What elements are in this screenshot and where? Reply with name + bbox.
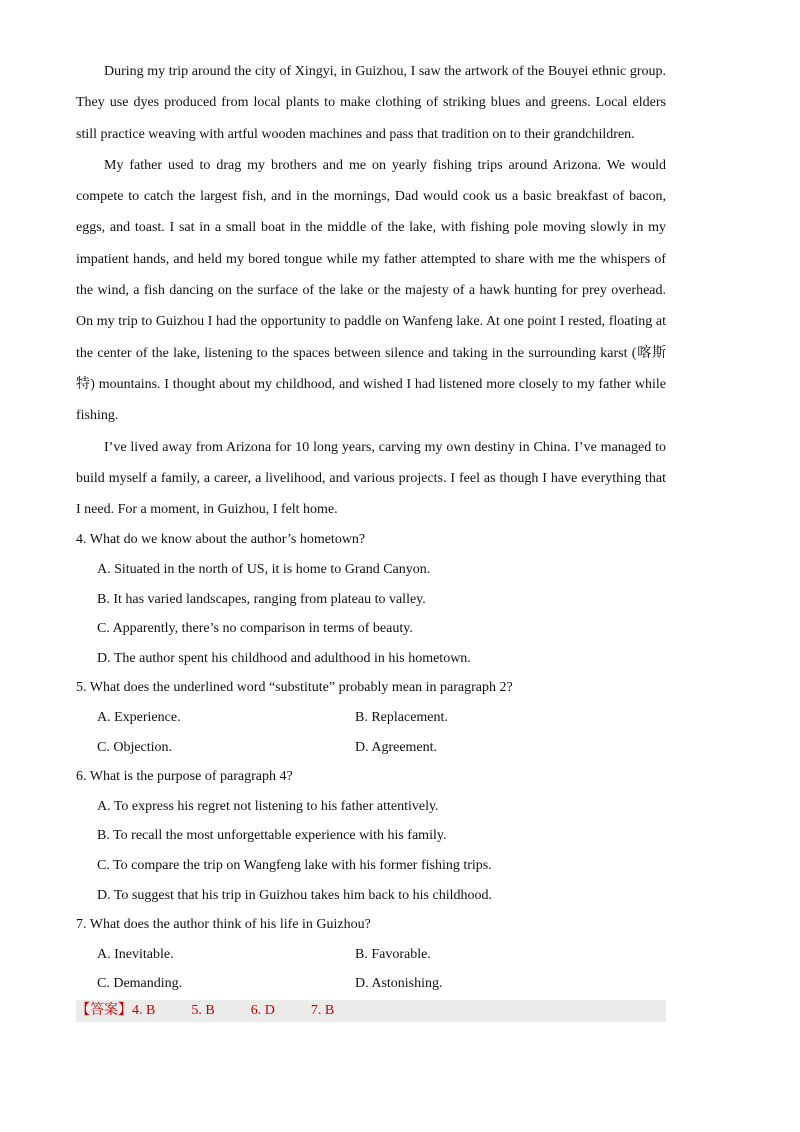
- question-4-option-a: A. Situated in the north of US, it is home to Grand Canyon.: [97, 562, 431, 578]
- question-5-option-a: A. Experience.: [97, 710, 181, 726]
- question-6-stem: 6. What is the purpose of paragraph 4?: [76, 769, 293, 785]
- question-4-option-b: B. It has varied landscapes, ranging from plateau to valley.: [97, 591, 426, 607]
- question-7-option-a: A. Inevitable.: [97, 946, 174, 962]
- question-6-option-a: A. To express his regret not listening to his father attentively.: [97, 798, 439, 814]
- question-5-options-row-2: [97, 733, 666, 763]
- passage-paragraph-2: My father used to drag my brothers and me on yearly fishing trips around Arizona. We would compete to catch the largest fish, and in the mornings, Dad would cook us a basic breakfast of bacon, eggs, and toast. I sat in a small boat in the middle of the lake, with fishing pole moving slowly in my impatient hands, and held my bored tongue while my father attempted to share with me the whispers of the wind, a fish dancing on the surface of the lake or the majesty of a hawk hunting for prey overhead. On my trip to Guizhou I had the opportunity to paddle on Wanfeng lake. At one point I rested, floating at the center of the lake, listening to the spaces between silence and taking in the surrounding karst (喀斯特) mountains. I thought about my childhood, and wished I had listened more closely to my father while fishing.: [76, 157, 666, 424]
- answer-6: 6. D: [250, 1002, 275, 1018]
- question-7: [76, 910, 666, 999]
- document-page: [76, 56, 666, 1022]
- question-7-option-d: D. Astonishing.: [355, 976, 443, 992]
- question-6: [76, 762, 666, 910]
- question-4-option-c: C. Apparently, there’s no comparison in terms of beauty.: [97, 621, 413, 637]
- question-6-option-b: B. To recall the most unforgettable experience with his family.: [97, 828, 447, 844]
- question-5-option-c: C. Objection.: [97, 739, 173, 755]
- question-4-option-d: D. The author spent his childhood and adulthood in his hometown.: [97, 650, 471, 666]
- question-5: [76, 673, 666, 762]
- question-5-options-row-1: [97, 703, 666, 733]
- answer-7: 7. B: [310, 1002, 335, 1018]
- answer-5: 5. B: [191, 1002, 215, 1018]
- question-5-option-d: D. Agreement.: [355, 739, 438, 755]
- passage-paragraph-1: During my trip around the city of Xingyi, in Guizhou, I saw the artwork of the Bouyei ethnic group. They use dyes produced from local plants to make clothing of striking blues and greens. Local elders still practice weaving with artful wooden machines and pass that tradition on to their grandchildren.: [76, 64, 666, 142]
- question-7-options-row-1: [97, 940, 666, 970]
- passage-paragraph-3: I’ve lived away from Arizona for 10 long years, carving my own destiny in China. I’ve managed to build myself a family, a career, a livelihood, and various projects. I feel as though I have everything that I need. For a moment, in Guizhou, I felt home.: [76, 439, 666, 518]
- question-5-option-b: B. Replacement.: [355, 710, 448, 726]
- question-7-stem: 7. What does the author think of his life in Guizhou?: [76, 917, 371, 933]
- answer-key-label: 【答案】: [76, 1002, 132, 1018]
- answer-4: 4. B: [132, 1002, 156, 1018]
- question-5-stem: 5. What does the underlined word “substitute” probably mean in paragraph 2?: [76, 680, 513, 696]
- question-6-option-d: D. To suggest that his trip in Guizhou takes him back to his childhood.: [97, 887, 493, 903]
- question-4-stem: 4. What do we know about the author’s hometown?: [76, 532, 366, 548]
- question-4: [76, 525, 666, 673]
- question-7-option-b: B. Favorable.: [355, 946, 431, 962]
- question-6-option-c: C. To compare the trip on Wangfeng lake with his former fishing trips.: [97, 857, 492, 873]
- question-7-options-row-2: [97, 969, 666, 999]
- answer-key: [76, 1000, 666, 1022]
- question-7-option-c: C. Demanding.: [97, 976, 183, 992]
